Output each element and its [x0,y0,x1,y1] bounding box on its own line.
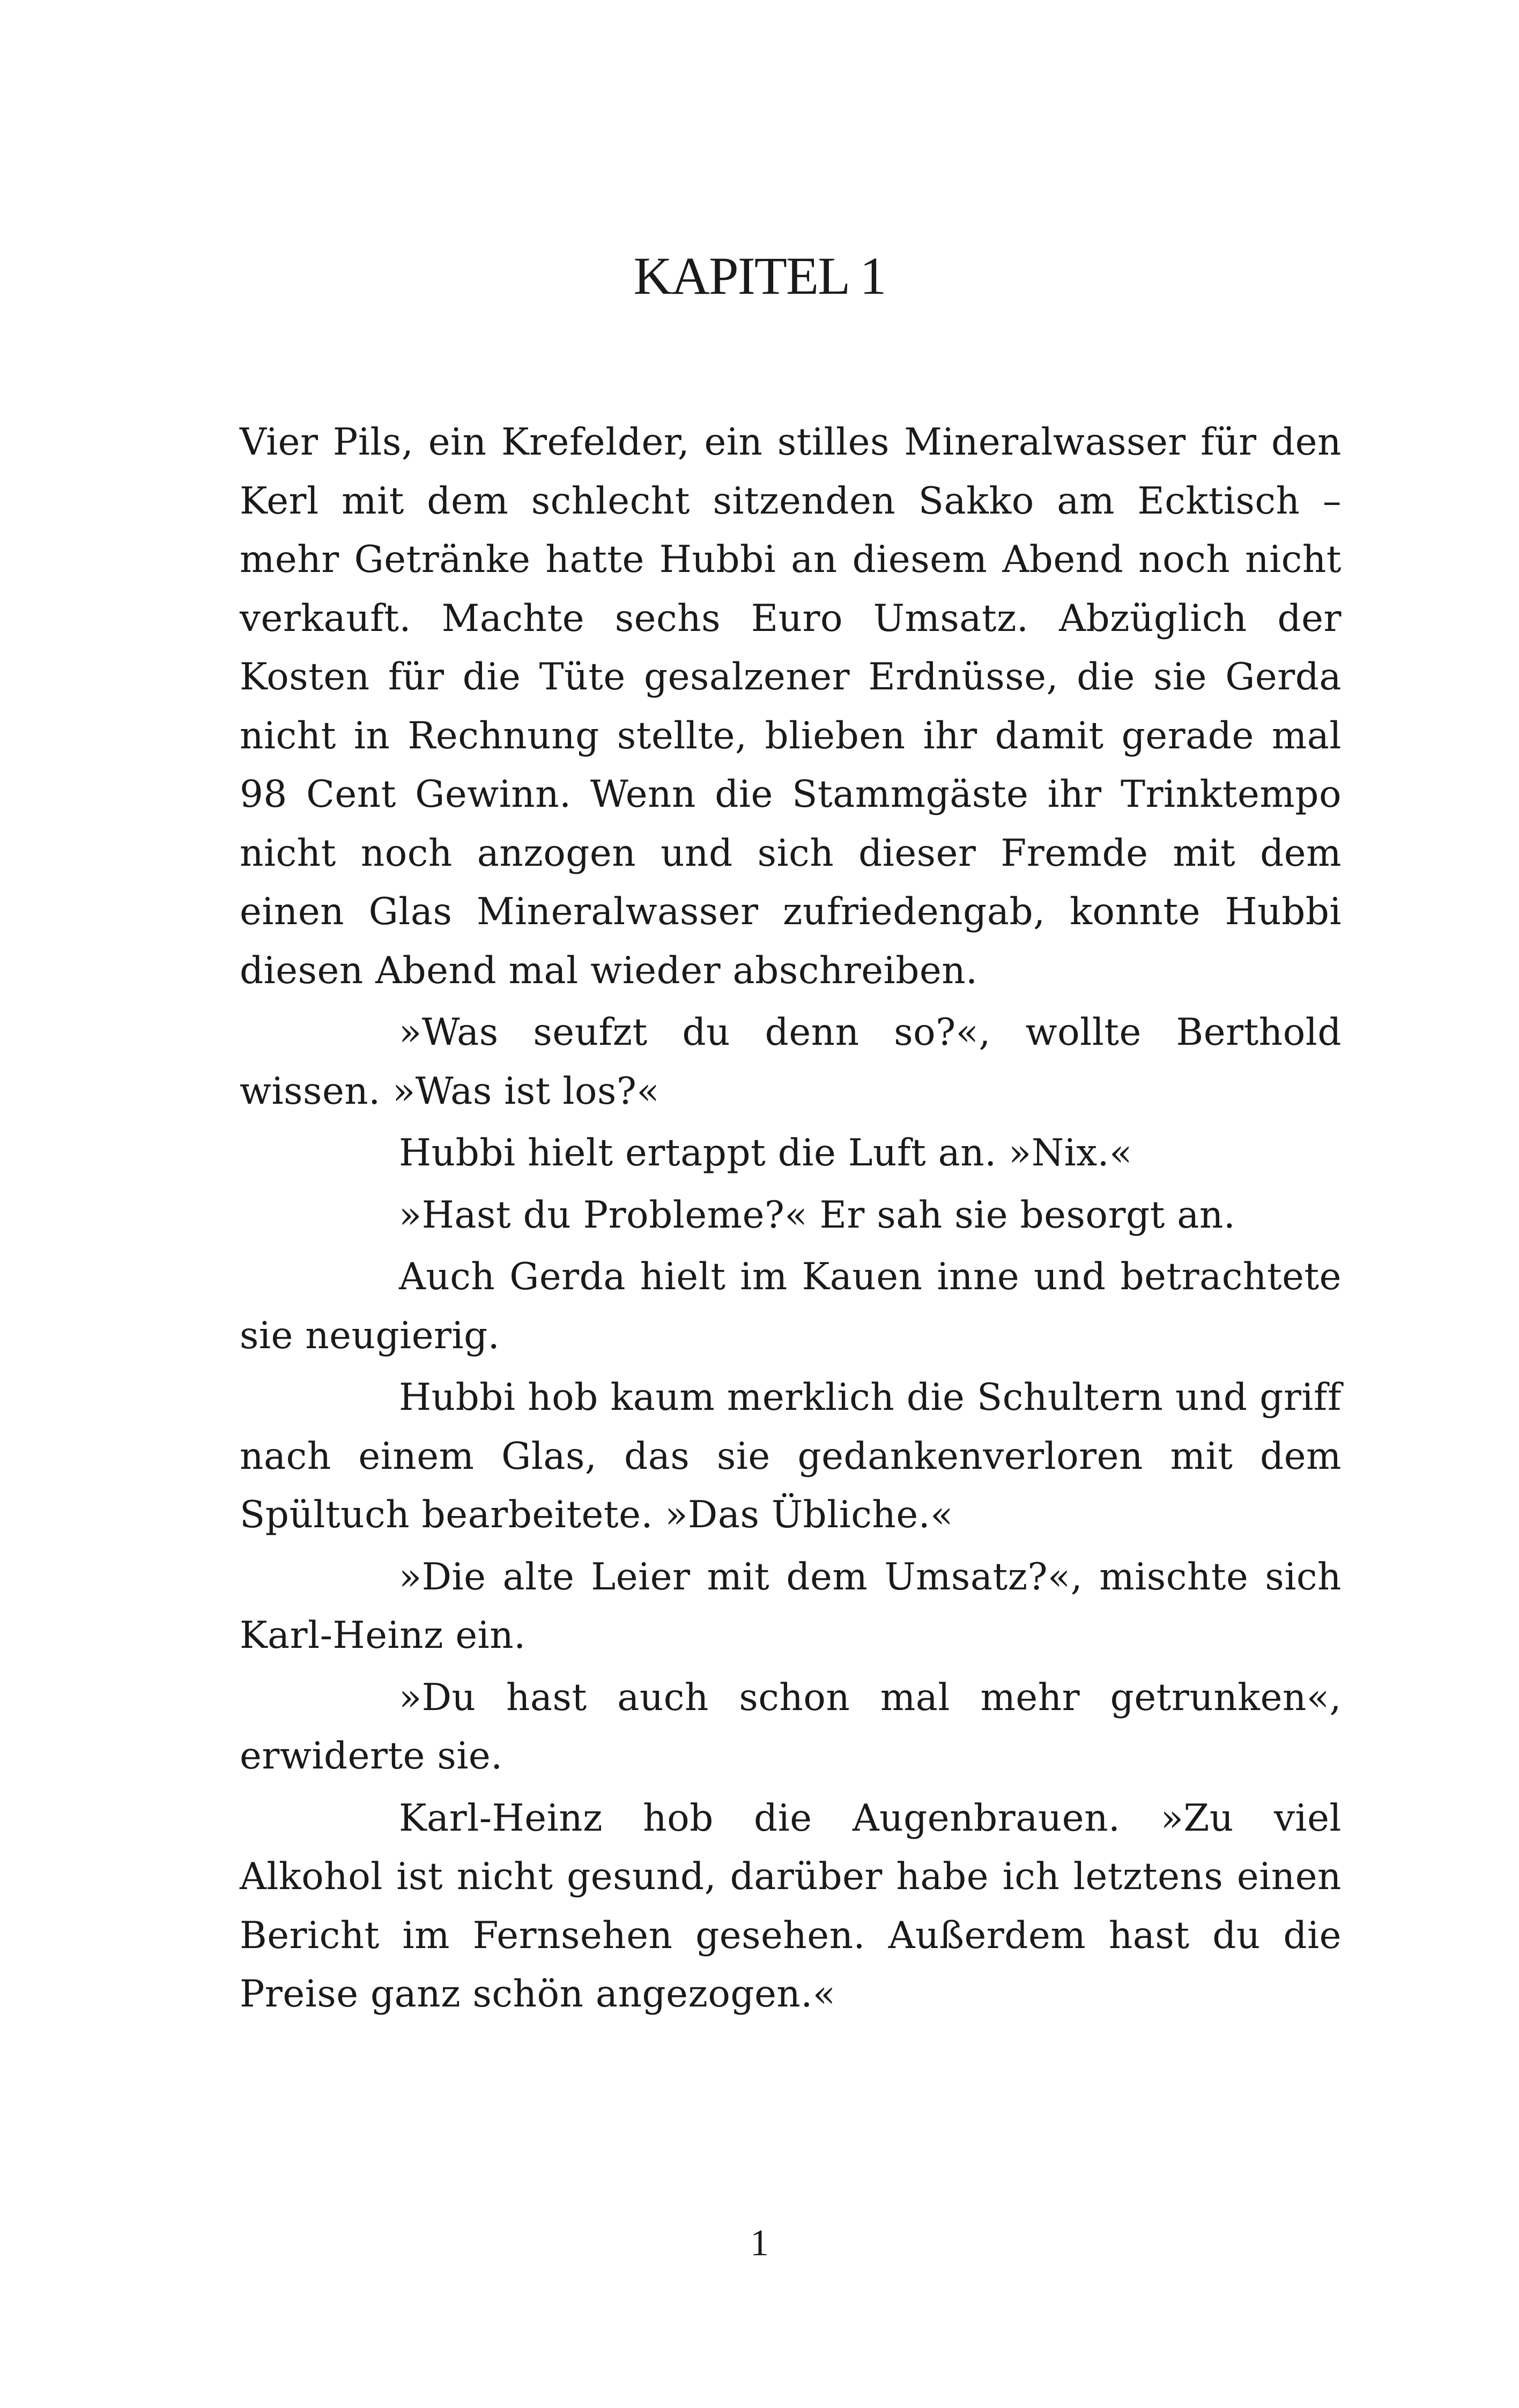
paragraph-3: Hubbi hielt ertappt die Luft an. »Nix.« [399,1132,1132,1175]
page-number: 1 [750,2223,769,2264]
paragraph-6: Hubbi hob kaum merklich die Schultern und griff nach einem Glas, das sie gedankenverloren mit dem Spültuch bearbeitete. »Das Übliche.« [240,1376,1342,1536]
chapter-body [240,413,1342,2024]
paragraph-9: Karl-Heinz hob die Augenbrauen. »Zu viel Alkohol ist nicht gesund, darüber habe ich letztens einen Bericht im Fernsehen gesehen. Außerdem hast du die Preise ganz schön angezogen.« [240,1796,1342,2016]
paragraph-1: Vier Pils, ein Krefelder, ein stilles Mineralwasser für den Kerl mit dem schlecht sitzenden Sakko am Ecktisch – mehr Getränke hatte Hubbi an diesem Abend noch nicht verkauft. Machte sechs Euro Umsatz. Abzüglich der Kosten für die Tüte gesalzener Erdnüsse, die sie Gerda nicht in Rechnung stellte, blieben ihr damit gerade mal 98 Cent Gewinn. Wenn die Stammgäste ihr Trinktempo nicht noch anzogen und sich dieser Fremde mit dem einen Glas Mineralwasser zufriedengab, konnte Hubbi diesen Abend mal wieder abschreiben. [240,421,1342,992]
paragraph-5: Auch Gerda hielt im Kauen inne und betrachtete sie neugierig. [240,1255,1342,1357]
chapter-title: KAPITEL 1 [633,246,886,306]
paragraph-2: »Was seufzt du denn so?«, wollte Berthold wissen. »Was ist los?« [240,1011,1342,1113]
paragraph-4: »Hast du Probleme?« Er sah sie besorgt an. [399,1193,1236,1237]
paragraph-8: »Du hast auch schon mal mehr getrunken«, erwiderte sie. [240,1676,1342,1778]
paragraph-7: »Die alte Leier mit dem Umsatz?«, mischte sich Karl-Heinz ein. [240,1555,1342,1657]
